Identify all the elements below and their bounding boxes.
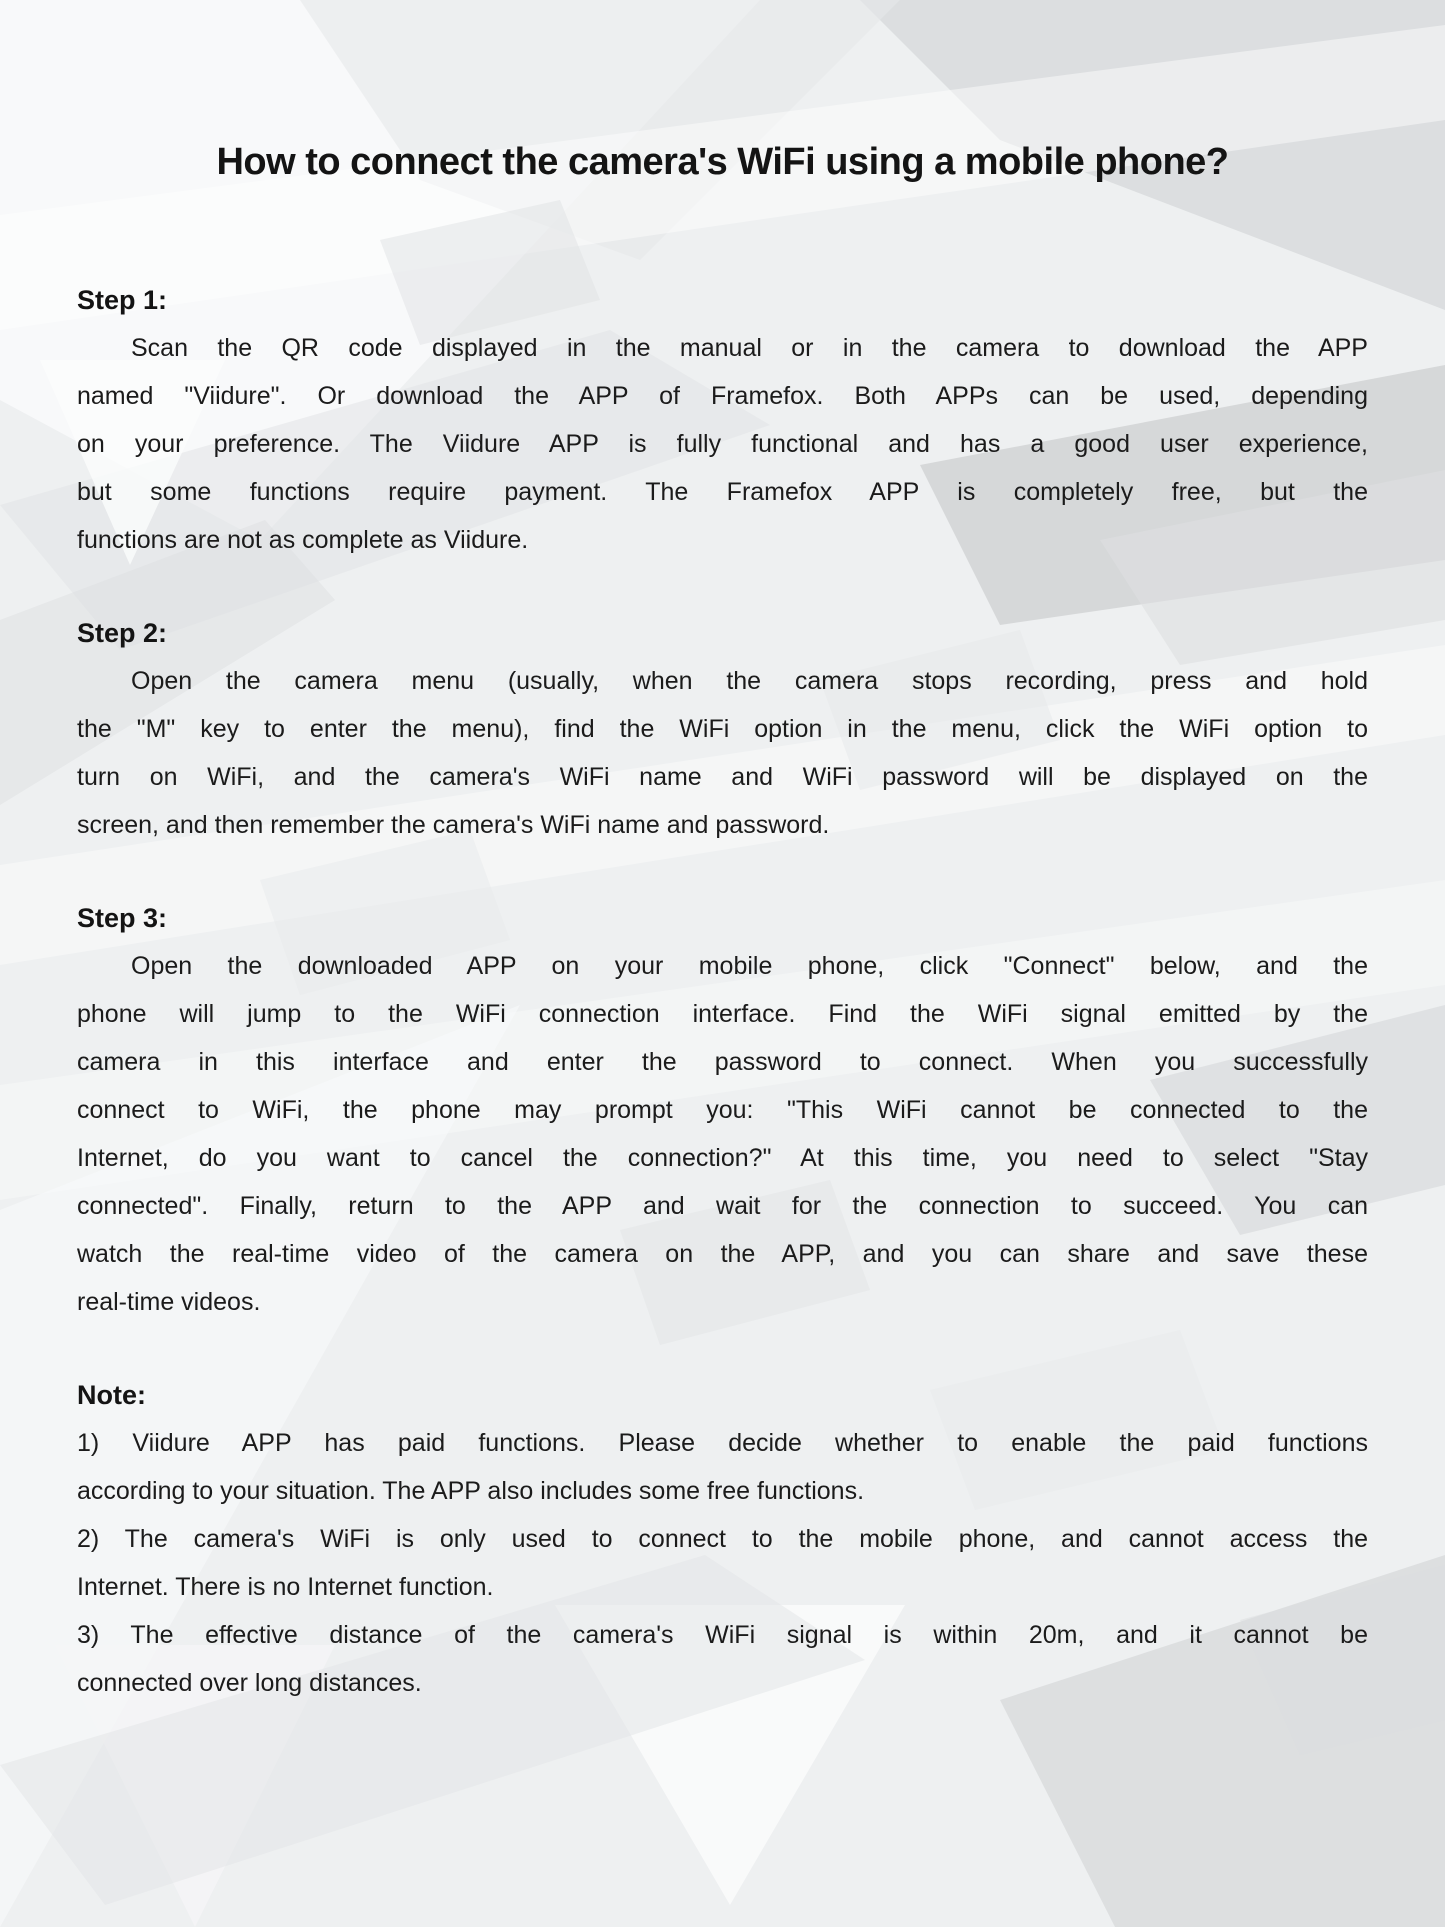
page-title: How to connect the camera's WiFi using a mobile phone? bbox=[216, 141, 1229, 183]
text-line: 1) Viidure APP has paid functions. Please decide whether to enable the paid functions bbox=[77, 1429, 1368, 1457]
text-line: connected over long distances. bbox=[77, 1669, 422, 1697]
text-line: connect to WiFi, the phone may prompt you: "This WiFi cannot be connected to the bbox=[77, 1096, 1368, 1124]
section-heading: Step 2: bbox=[77, 618, 168, 648]
text-line: on your preference. The Viidure APP is fully functional and has a good user experience, bbox=[77, 430, 1368, 458]
text-line: Internet, do you want to cancel the connection?" At this time, you need to select "Stay bbox=[77, 1144, 1368, 1172]
text-line: but some functions require payment. The Framefox APP is completely free, but the bbox=[77, 478, 1368, 506]
section-step-3 bbox=[77, 894, 1368, 1326]
text-line: connected". Finally, return to the APP and wait for the connection to succeed. You can bbox=[77, 1192, 1368, 1220]
section-heading: Step 3: bbox=[77, 903, 168, 933]
section-heading: Step 1: bbox=[77, 285, 168, 315]
text-line: camera in this interface and enter the password to connect. When you successfully bbox=[77, 1048, 1368, 1076]
text-line: watch the real-time video of the camera on the APP, and you can share and save these bbox=[77, 1240, 1368, 1268]
text-line: named "Viidure". Or download the APP of Framefox. Both APPs can be used, depending bbox=[77, 382, 1368, 410]
text-line: according to your situation. The APP also includes some free functions. bbox=[77, 1477, 865, 1505]
section-heading: Note: bbox=[77, 1380, 146, 1410]
text-line: Internet. There is no Internet function. bbox=[77, 1573, 494, 1601]
text-line: phone will jump to the WiFi connection interface. Find the WiFi signal emitted by the bbox=[77, 1000, 1368, 1028]
section-step-1 bbox=[77, 276, 1368, 564]
sections bbox=[77, 276, 1368, 1707]
section-note bbox=[77, 1371, 1368, 1707]
text-line: Scan the QR code displayed in the manual or in the camera to download the APP bbox=[131, 334, 1368, 362]
text-line: Open the camera menu (usually, when the camera stops recording, press and hold bbox=[131, 667, 1368, 695]
text-line: the "M" key to enter the menu), find the WiFi option in the menu, click the WiFi option to bbox=[77, 715, 1368, 743]
text-line: functions are not as complete as Viidure. bbox=[77, 526, 529, 554]
text-line: real-time videos. bbox=[77, 1288, 261, 1316]
section-step-2 bbox=[77, 609, 1368, 849]
text-line: Open the downloaded APP on your mobile phone, click "Connect" below, and the bbox=[131, 952, 1368, 980]
text-line: turn on WiFi, and the camera's WiFi name and WiFi password will be displayed on the bbox=[77, 763, 1368, 791]
document-content bbox=[77, 0, 1368, 1707]
text-line: 3) The effective distance of the camera's WiFi signal is within 20m, and it cannot be bbox=[77, 1621, 1368, 1649]
text-line: screen, and then remember the camera's WiFi name and password. bbox=[77, 811, 830, 839]
text-line: 2) The camera's WiFi is only used to connect to the mobile phone, and cannot access the bbox=[77, 1525, 1368, 1553]
